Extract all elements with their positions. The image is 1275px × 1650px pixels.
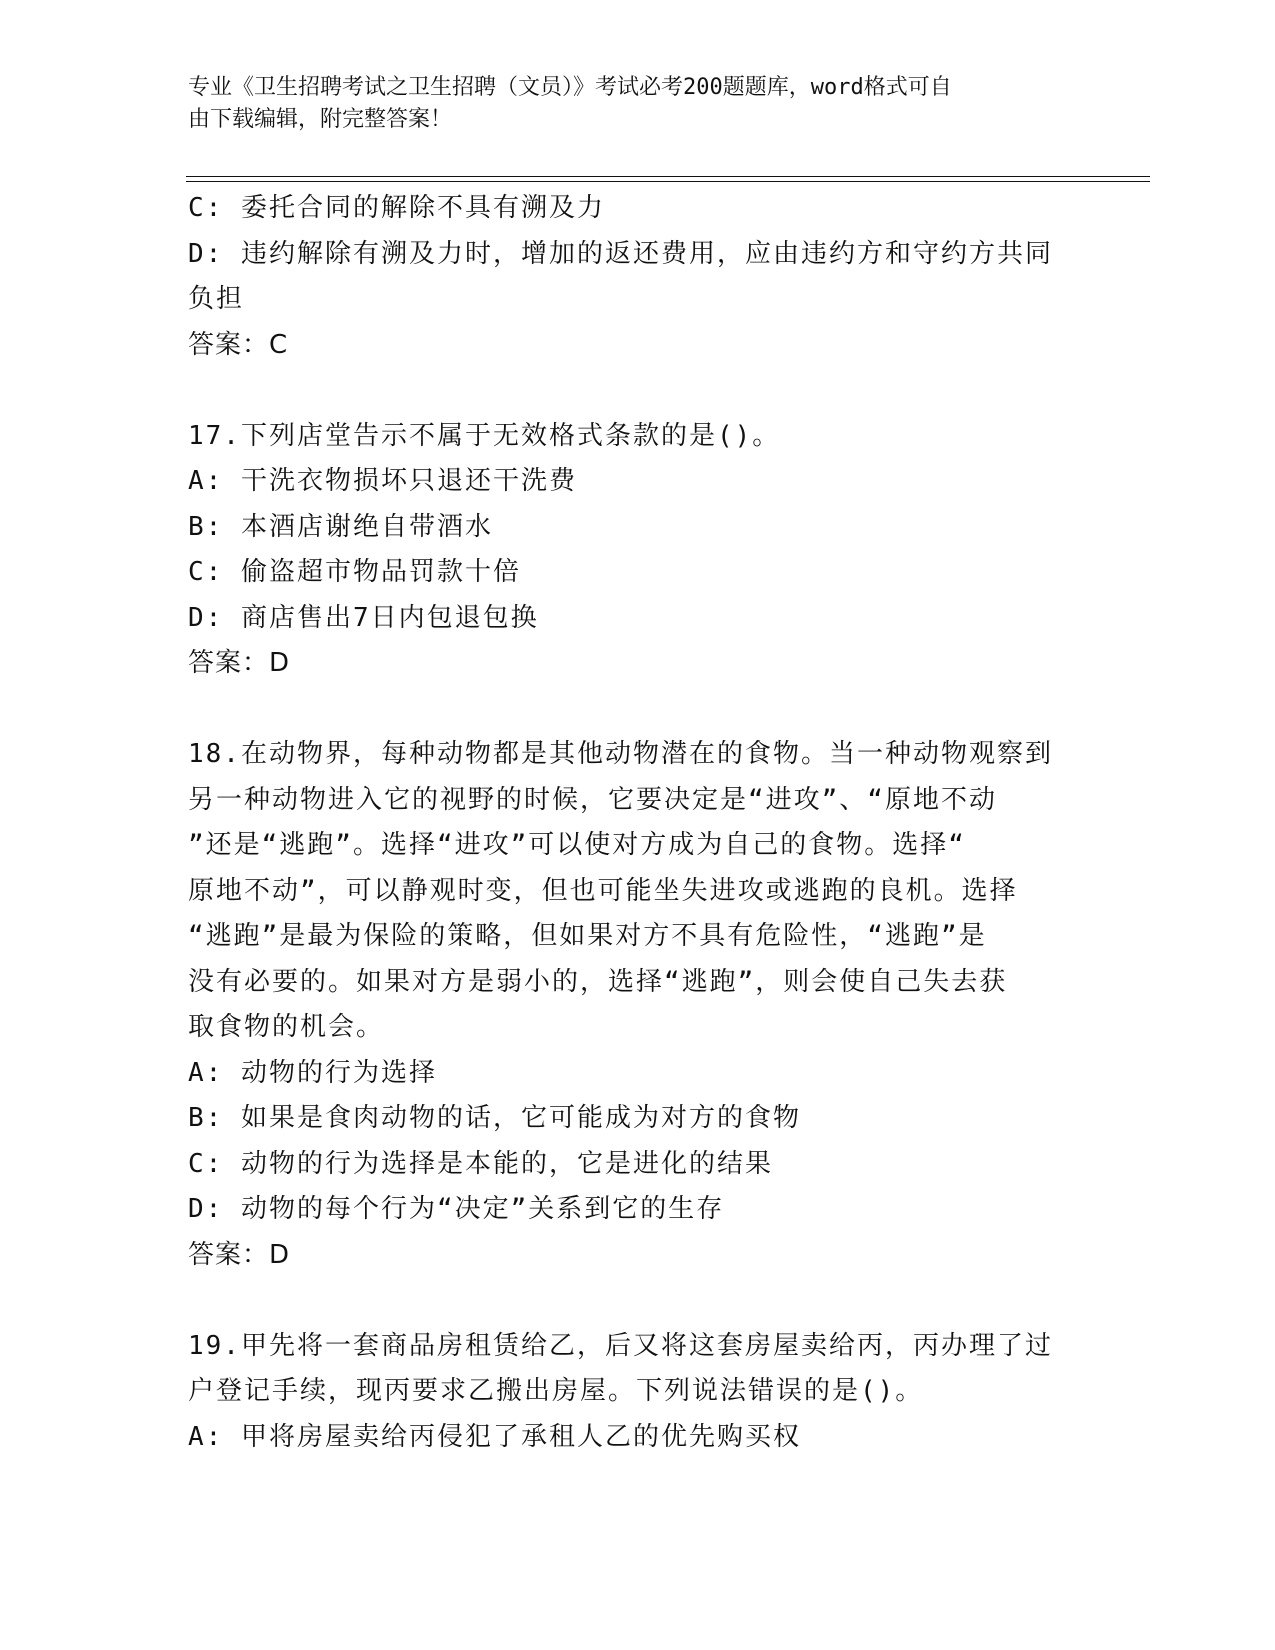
header-divider-top <box>186 176 1150 177</box>
q16-option-d-line-2: 负担 <box>188 284 245 314</box>
header-divider-bottom <box>186 181 1150 182</box>
q19-option-a: A: 甲将房屋卖给丙侵犯了承租人乙的优先购买权 <box>188 1421 801 1452</box>
q18-question-line-3: ”还是“逃跑”。选择“进攻”可以使对方成为自己的食物。选择“ <box>188 830 966 860</box>
q19-question-line-1: 19.甲先将一套商品房租赁给乙，后又将这套房屋卖给丙，丙办理了过 <box>188 1330 1053 1361</box>
question-18 <box>188 732 1068 1278</box>
q18-question-line-5: “逃跑”是最为保险的策略，但如果对方不具有危险性，“逃跑”是 <box>188 921 987 951</box>
q18-question-line-2: 另一种动物进入它的视野的时候，它要决定是“进攻”、“原地不动 <box>188 784 997 815</box>
q18-question-line-6: 没有必要的。如果对方是弱小的，选择“逃跑”，则会使自己失去获 <box>188 966 1008 997</box>
q18-option-c: C: 动物的行为选择是本能的，它是进化的结果 <box>188 1148 773 1179</box>
q18-answer: 答案：D <box>188 1239 291 1270</box>
q16-option-d-line-1: D: 违约解除有溯及力时，增加的返还费用，应由违约方和守约方共同 <box>188 238 1053 269</box>
q17-question: 17.下列店堂告示不属于无效格式条款的是()。 <box>188 420 781 451</box>
q18-option-b: B: 如果是食肉动物的话，它可能成为对方的食物 <box>188 1103 801 1133</box>
q18-question-line-4: 原地不动”，可以静观时变，但也可能坐失进攻或逃跑的良机。选择 <box>188 875 1018 906</box>
question-17 <box>188 414 1068 687</box>
q17-option-b: B: 本酒店谢绝自带酒水 <box>188 511 493 542</box>
question-19 <box>188 1324 1068 1461</box>
spacer <box>188 1278 1068 1324</box>
spacer <box>188 368 1068 414</box>
q18-option-d: D: 动物的每个行为“决定”关系到它的生存 <box>188 1194 725 1224</box>
q18-question-line-7: 取食物的机会。 <box>188 1012 385 1042</box>
q17-option-a: A: 干洗衣物损坏只退还干洗费 <box>188 466 577 496</box>
header-line-1: 专业《卫生招聘考试之卫生招聘（文员）》考试必考200题题库，word格式可自 <box>188 75 952 100</box>
q16-option-c: C: 委托合同的解除不具有溯及力 <box>188 193 605 223</box>
q18-option-a: A: 动物的行为选择 <box>188 1057 437 1088</box>
question-16-tail <box>188 186 1068 368</box>
q16-answer: 答案：C <box>188 329 289 360</box>
q18-question-line-1: 18.在动物界，每种动物都是其他动物潜在的食物。当一种动物观察到 <box>188 739 1053 769</box>
header-line-2: 由下载编辑，附完整答案！ <box>188 107 453 132</box>
q17-option-d: D: 商店售出7日内包退包换 <box>188 602 539 633</box>
spacer <box>188 687 1068 733</box>
page-header <box>188 72 1068 136</box>
q17-option-c: C: 偷盗超市物品罚款十倍 <box>188 557 521 587</box>
q17-answer: 答案：D <box>188 648 291 678</box>
q19-question-line-2: 户登记手续，现丙要求乙搬出房屋。下列说法错误的是()。 <box>188 1376 924 1406</box>
document-body <box>188 186 1068 1460</box>
